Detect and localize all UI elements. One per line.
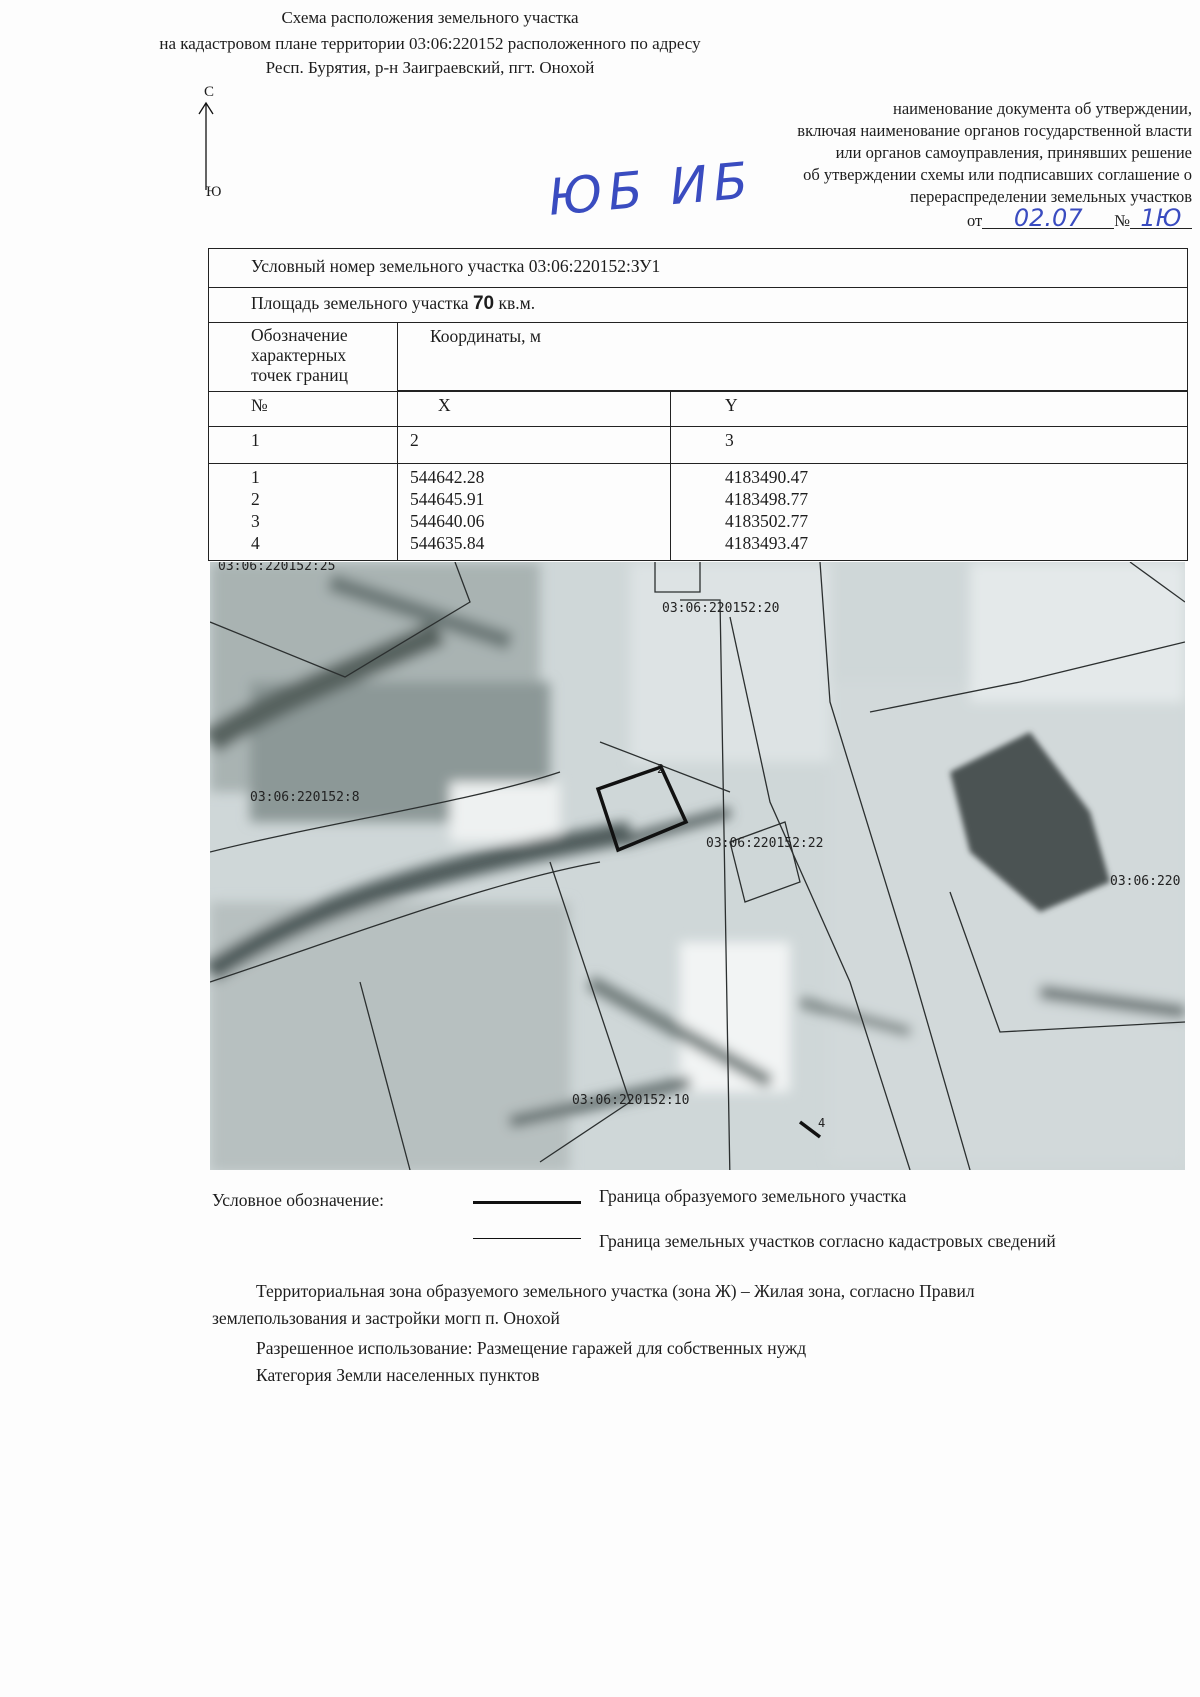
legend-item-cadastral: Граница земельных участков согласно кадастровых сведений: [599, 1231, 1056, 1251]
table-row-points: [209, 464, 1188, 561]
area-cell: [209, 288, 1188, 323]
point-y: 4183502.77: [725, 511, 809, 531]
point-y: 4183498.77: [725, 489, 809, 509]
header-line-3: Респ. Бурятия, р-н Заиграевский, пгт. Онохой: [265, 58, 595, 77]
col-y-header: Y: [671, 392, 1188, 427]
table-row-index: [209, 427, 1188, 464]
map-point-2: 2: [657, 762, 665, 776]
point-number: 3: [251, 511, 260, 531]
permitted-use-text: Разрешенное использование: Размещение гаражей для собственных нужд: [256, 1338, 807, 1358]
parcel-number-cell: Условный номер земельного участка 03:06:220152:ЗУ1: [209, 249, 1188, 288]
from-label: от: [967, 211, 983, 230]
points-number-cell: [209, 464, 398, 561]
point-number: 1: [251, 467, 260, 487]
table-row-headers: [209, 323, 1188, 391]
point-x: 544642.28: [410, 467, 485, 487]
handwritten-annotation: ЮБ ИБ: [545, 151, 757, 227]
point-y: 4183490.47: [725, 467, 809, 487]
point-x: 544640.06: [410, 511, 485, 531]
map-label-20: 03:06:220152:20: [662, 601, 780, 616]
approval-line-4: об утверждении схемы или подписавших соглашение о: [803, 165, 1192, 184]
area-unit: кв.м.: [498, 293, 536, 313]
header-line-1: Схема расположения земельного участка: [281, 8, 579, 27]
map-label-10: 03:06:220152:10: [572, 1093, 690, 1108]
point-number: 2: [251, 489, 260, 509]
map-label-22: 03:06:220152:22: [706, 836, 824, 851]
north-arrow-icon: [196, 100, 216, 192]
map-label-25: 03:06:220152:25: [218, 562, 336, 574]
col-idx-3: 3: [671, 427, 1188, 464]
point-number: 4: [251, 533, 260, 553]
handwritten-date: 02.07: [982, 208, 1114, 229]
table-row-axes: [209, 392, 1188, 427]
approval-line-5: перераспределении земельных участков: [910, 187, 1192, 206]
col-x-header: X: [398, 392, 671, 427]
cadastral-map: [210, 562, 1185, 1170]
points-header-cell: Обозначение характерных точек границ: [209, 323, 398, 392]
map-point-4: 4: [818, 1116, 826, 1130]
points-x-cell: [398, 464, 671, 561]
zone-text-line-2: землепользования и застройки могп п. Онохой: [212, 1308, 560, 1328]
header-line-2: на кадастровом плане территории 03:06:220152 расположенного по адресу: [159, 34, 701, 53]
point-x: 544645.91: [410, 489, 485, 509]
point-x: 544635.84: [410, 533, 485, 553]
map-label-8: 03:06:220152:8: [250, 790, 360, 805]
map-label-220: 03:06:220: [1110, 874, 1181, 889]
col-idx-1: 1: [209, 427, 398, 464]
area-value: 70: [472, 293, 495, 314]
col-no-header: №: [209, 392, 398, 427]
points-y-cell: [671, 464, 1188, 561]
compass-north-label: С: [204, 84, 215, 100]
approval-line-2: включая наименование органов государственной власти: [797, 121, 1192, 140]
number-label: №: [1114, 211, 1130, 230]
coords-header-cell: Координаты, м: [398, 323, 1188, 391]
zone-text-line-1: Территориальная зона образуемого земельного участка (зона Ж) – Жилая зона, согласно Правил: [256, 1281, 975, 1301]
legend-item-formed: Граница образуемого земельного участка: [599, 1186, 907, 1206]
legend-thick-line: [473, 1201, 581, 1204]
point-y: 4183493.47: [725, 533, 809, 553]
legend-thin-line: [473, 1238, 581, 1239]
approval-line-3: или органов самоуправления, принявших решение: [835, 143, 1192, 162]
handwritten-number: 1Ю: [1130, 208, 1192, 229]
area-label: Площадь земельного участка: [251, 293, 469, 313]
col-idx-2: 2: [398, 427, 671, 464]
compass-south-label: Ю: [206, 184, 222, 200]
category-text: Категория Земли населенных пунктов: [256, 1365, 540, 1385]
legend-title: Условное обозначение:: [212, 1190, 384, 1210]
table-row-parcel: [209, 249, 1188, 288]
coordinates-table: [208, 248, 1188, 561]
table-row-area: [209, 288, 1188, 323]
approval-line-1: наименование документа об утверждении,: [893, 99, 1192, 118]
